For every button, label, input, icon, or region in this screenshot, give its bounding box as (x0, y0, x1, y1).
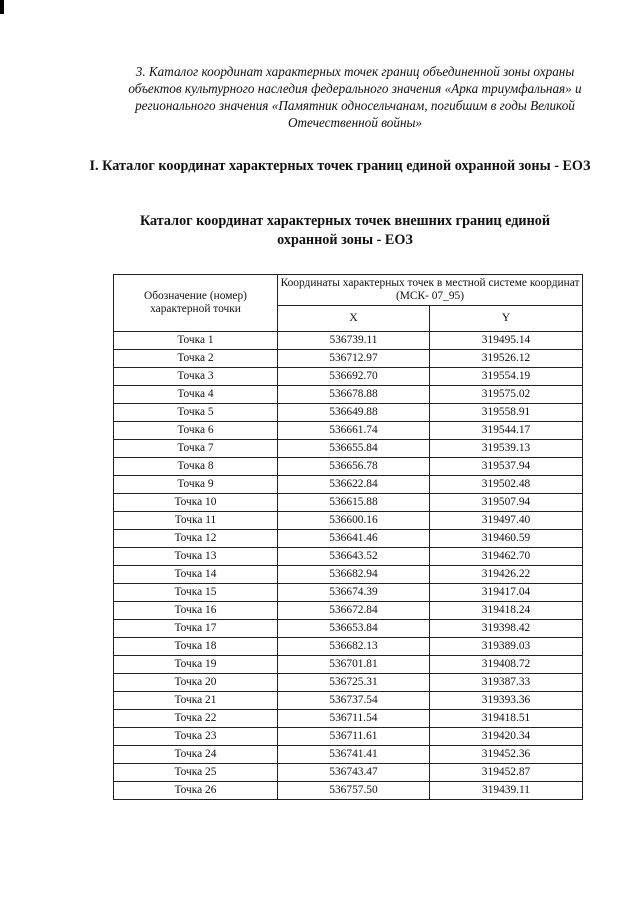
table-row (114, 458, 583, 476)
x-coordinate-cell: 536656.78 (278, 458, 430, 476)
table-row (114, 566, 583, 584)
point-name-cell: Точка 20 (114, 674, 278, 692)
y-coordinate-cell: 319452.36 (430, 746, 583, 764)
x-coordinate-cell: 536711.61 (278, 728, 430, 746)
table-body (114, 332, 583, 800)
point-name-cell: Точка 16 (114, 602, 278, 620)
y-coordinate-cell: 319420.34 (430, 728, 583, 746)
y-coordinate-cell: 319417.04 (430, 584, 583, 602)
x-coordinate-cell: 536711.54 (278, 710, 430, 728)
table-row (114, 782, 583, 800)
point-name-header: Обозначение (номер) характерной точки (114, 275, 278, 332)
y-coordinate-cell: 319426.22 (430, 566, 583, 584)
table-row (114, 728, 583, 746)
x-coordinate-cell: 536641.46 (278, 530, 430, 548)
table-row (114, 674, 583, 692)
x-coordinate-cell: 536739.11 (278, 332, 430, 350)
table-row (114, 584, 583, 602)
x-coordinate-cell: 536757.50 (278, 782, 430, 800)
point-name-cell: Точка 5 (114, 404, 278, 422)
x-coordinate-cell: 536674.39 (278, 584, 430, 602)
table-row (114, 494, 583, 512)
x-header: X (278, 305, 430, 331)
y-coordinate-cell: 319544.17 (430, 422, 583, 440)
x-coordinate-cell: 536655.84 (278, 440, 430, 458)
point-name-cell: Точка 3 (114, 368, 278, 386)
x-coordinate-cell: 536649.88 (278, 404, 430, 422)
point-name-cell: Точка 4 (114, 386, 278, 404)
point-name-cell: Точка 24 (114, 746, 278, 764)
x-coordinate-cell: 536682.13 (278, 638, 430, 656)
y-coordinate-cell: 319526.12 (430, 350, 583, 368)
table-row (114, 710, 583, 728)
table-row (114, 422, 583, 440)
point-name-cell: Точка 1 (114, 332, 278, 350)
y-coordinate-cell: 319460.59 (430, 530, 583, 548)
y-coordinate-cell: 319408.72 (430, 656, 583, 674)
y-coordinate-cell: 319558.91 (430, 404, 583, 422)
x-coordinate-cell: 536743.47 (278, 764, 430, 782)
y-coordinate-cell: 319398.42 (430, 620, 583, 638)
table-row (114, 746, 583, 764)
point-name-cell: Точка 22 (114, 710, 278, 728)
y-coordinate-cell: 319462.70 (430, 548, 583, 566)
point-name-cell: Точка 9 (114, 476, 278, 494)
point-name-cell: Точка 13 (114, 548, 278, 566)
y-coordinate-cell: 319495.14 (430, 332, 583, 350)
point-name-cell: Точка 7 (114, 440, 278, 458)
point-name-cell: Точка 2 (114, 350, 278, 368)
table-row (114, 530, 583, 548)
table-row (114, 620, 583, 638)
point-name-cell: Точка 19 (114, 656, 278, 674)
x-coordinate-cell: 536725.31 (278, 674, 430, 692)
x-coordinate-cell: 536672.84 (278, 602, 430, 620)
point-name-cell: Точка 23 (114, 728, 278, 746)
table-row (114, 602, 583, 620)
table-row (114, 440, 583, 458)
x-coordinate-cell: 536615.88 (278, 494, 430, 512)
y-coordinate-cell: 319575.02 (430, 386, 583, 404)
point-name-cell: Точка 11 (114, 512, 278, 530)
point-name-cell: Точка 18 (114, 638, 278, 656)
section-intro: 3. Каталог координат характерных точек границ объединенной зоны охраны объектов культурного наследия федерального значения «Арка триумфальная» и регионального значения «Памятник односельчанам, погибшим в годы Великой Отечественной войны» (128, 64, 582, 130)
scan-edge-mark (0, 0, 4, 14)
coordinates-header: Координаты характерных точек в местной системе координат (МСК- 07_95) (278, 275, 583, 306)
y-header: Y (430, 305, 583, 331)
table-row (114, 548, 583, 566)
coordinates-table (113, 274, 583, 800)
y-coordinate-cell: 319389.03 (430, 638, 583, 656)
y-coordinate-cell: 319452.87 (430, 764, 583, 782)
x-coordinate-cell: 536653.84 (278, 620, 430, 638)
point-name-cell: Точка 21 (114, 692, 278, 710)
x-coordinate-cell: 536712.97 (278, 350, 430, 368)
y-coordinate-cell: 319502.48 (430, 476, 583, 494)
y-coordinate-cell: 319554.19 (430, 368, 583, 386)
table-row (114, 512, 583, 530)
x-coordinate-cell: 536678.88 (278, 386, 430, 404)
table-row (114, 332, 583, 350)
point-name-cell: Точка 25 (114, 764, 278, 782)
y-coordinate-cell: 319537.94 (430, 458, 583, 476)
x-coordinate-cell: 536692.70 (278, 368, 430, 386)
y-coordinate-cell: 319418.24 (430, 602, 583, 620)
table-row (114, 656, 583, 674)
y-coordinate-cell: 319393.36 (430, 692, 583, 710)
x-coordinate-cell: 536622.84 (278, 476, 430, 494)
x-coordinate-cell: 536737.54 (278, 692, 430, 710)
y-coordinate-cell: 319507.94 (430, 494, 583, 512)
section-heading: I. Каталог координат характерных точек границ единой охранной зоны - ЕОЗ (89, 158, 591, 174)
point-name-cell: Точка 8 (114, 458, 278, 476)
y-coordinate-cell: 319497.40 (430, 512, 583, 530)
y-coordinate-cell: 319387.33 (430, 674, 583, 692)
x-coordinate-cell: 536701.81 (278, 656, 430, 674)
table-row (114, 692, 583, 710)
table-row (114, 476, 583, 494)
table-title: Каталог координат характерных точек внешних границ единой охранной зоны - ЕОЗ (139, 213, 551, 248)
x-coordinate-cell: 536643.52 (278, 548, 430, 566)
y-coordinate-cell: 319418.51 (430, 710, 583, 728)
table-row (114, 386, 583, 404)
point-name-cell: Точка 10 (114, 494, 278, 512)
point-name-cell: Точка 15 (114, 584, 278, 602)
point-name-cell: Точка 6 (114, 422, 278, 440)
y-coordinate-cell: 319439.11 (430, 782, 583, 800)
x-coordinate-cell: 536682.94 (278, 566, 430, 584)
y-coordinate-cell: 319539.13 (430, 440, 583, 458)
point-name-cell: Точка 12 (114, 530, 278, 548)
table-row (114, 764, 583, 782)
table-row (114, 404, 583, 422)
table-row (114, 350, 583, 368)
x-coordinate-cell: 536661.74 (278, 422, 430, 440)
point-name-cell: Точка 14 (114, 566, 278, 584)
x-coordinate-cell: 536741.41 (278, 746, 430, 764)
x-coordinate-cell: 536600.16 (278, 512, 430, 530)
table-row (114, 638, 583, 656)
point-name-cell: Точка 26 (114, 782, 278, 800)
table-row (114, 368, 583, 386)
point-name-cell: Точка 17 (114, 620, 278, 638)
